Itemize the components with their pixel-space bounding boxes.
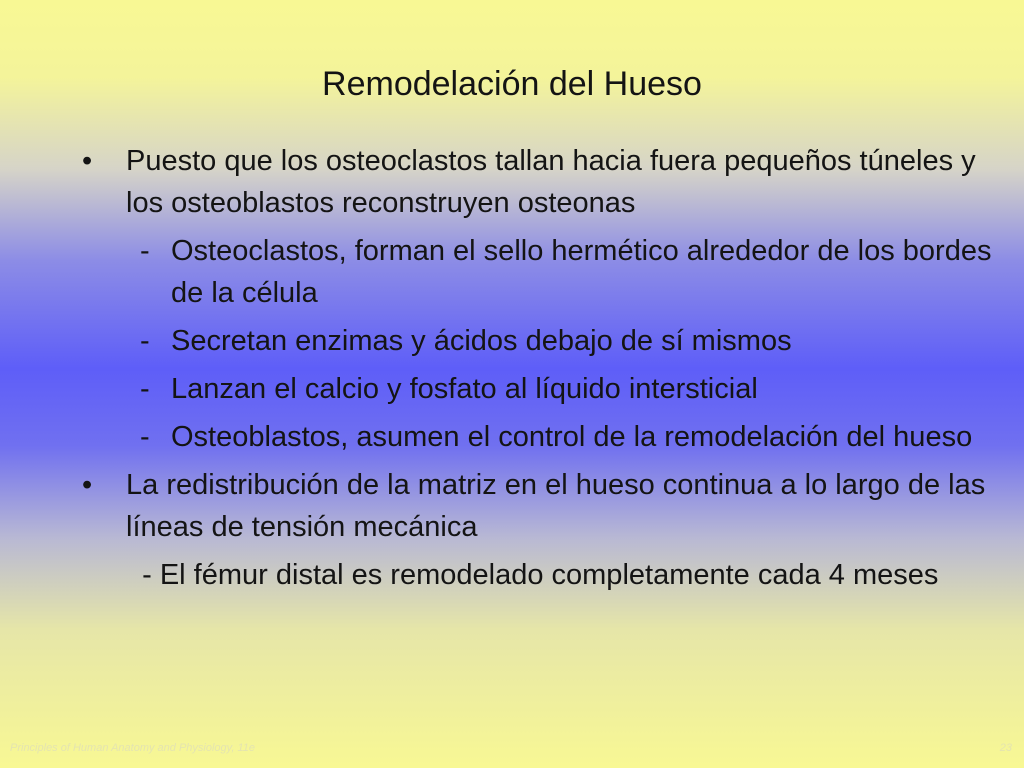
bullet-item [80, 464, 1020, 548]
slide-number: 23 [999, 742, 1012, 754]
sub-item-text: Secretan enzimas y ácidos debajo de sí mismos [171, 325, 792, 357]
sub-item [80, 416, 1020, 458]
bullet-note: - El fémur distal es remodelado completamente cada 4 meses [126, 559, 939, 591]
sub-item [80, 368, 1020, 410]
slide-body [80, 140, 1020, 596]
sub-item [80, 230, 1020, 314]
sub-item-text: Osteoblastos, asumen el control de la remodelación del hueso [171, 421, 973, 453]
sub-item [80, 320, 1020, 362]
bullet-mark: • [82, 469, 93, 501]
dash-mark: - [140, 421, 150, 453]
dash-mark: - [140, 373, 150, 405]
sub-item-text: Lanzan el calcio y fosfato al líquido intersticial [171, 373, 758, 405]
bullet-text: Puesto que los osteoclastos tallan hacia fuera pequeños túneles y los osteoblastos reconstruyen osteonas [126, 145, 976, 219]
dash-mark: - [140, 235, 150, 267]
sub-item-text: Osteoclastos, forman el sello hermético alrededor de los bordes de la célula [171, 235, 992, 309]
bullet-mark: • [82, 145, 93, 177]
bullet-item [80, 140, 1020, 224]
slide-title: Remodelación del Hueso [322, 65, 702, 103]
footer-source: Principles of Human Anatomy and Physiology, 11e [10, 742, 255, 754]
bullet-text: La redistribución de la matriz en el hueso continua a lo largo de las líneas de tensión mecánica [126, 469, 986, 543]
dash-mark: - [140, 325, 150, 357]
